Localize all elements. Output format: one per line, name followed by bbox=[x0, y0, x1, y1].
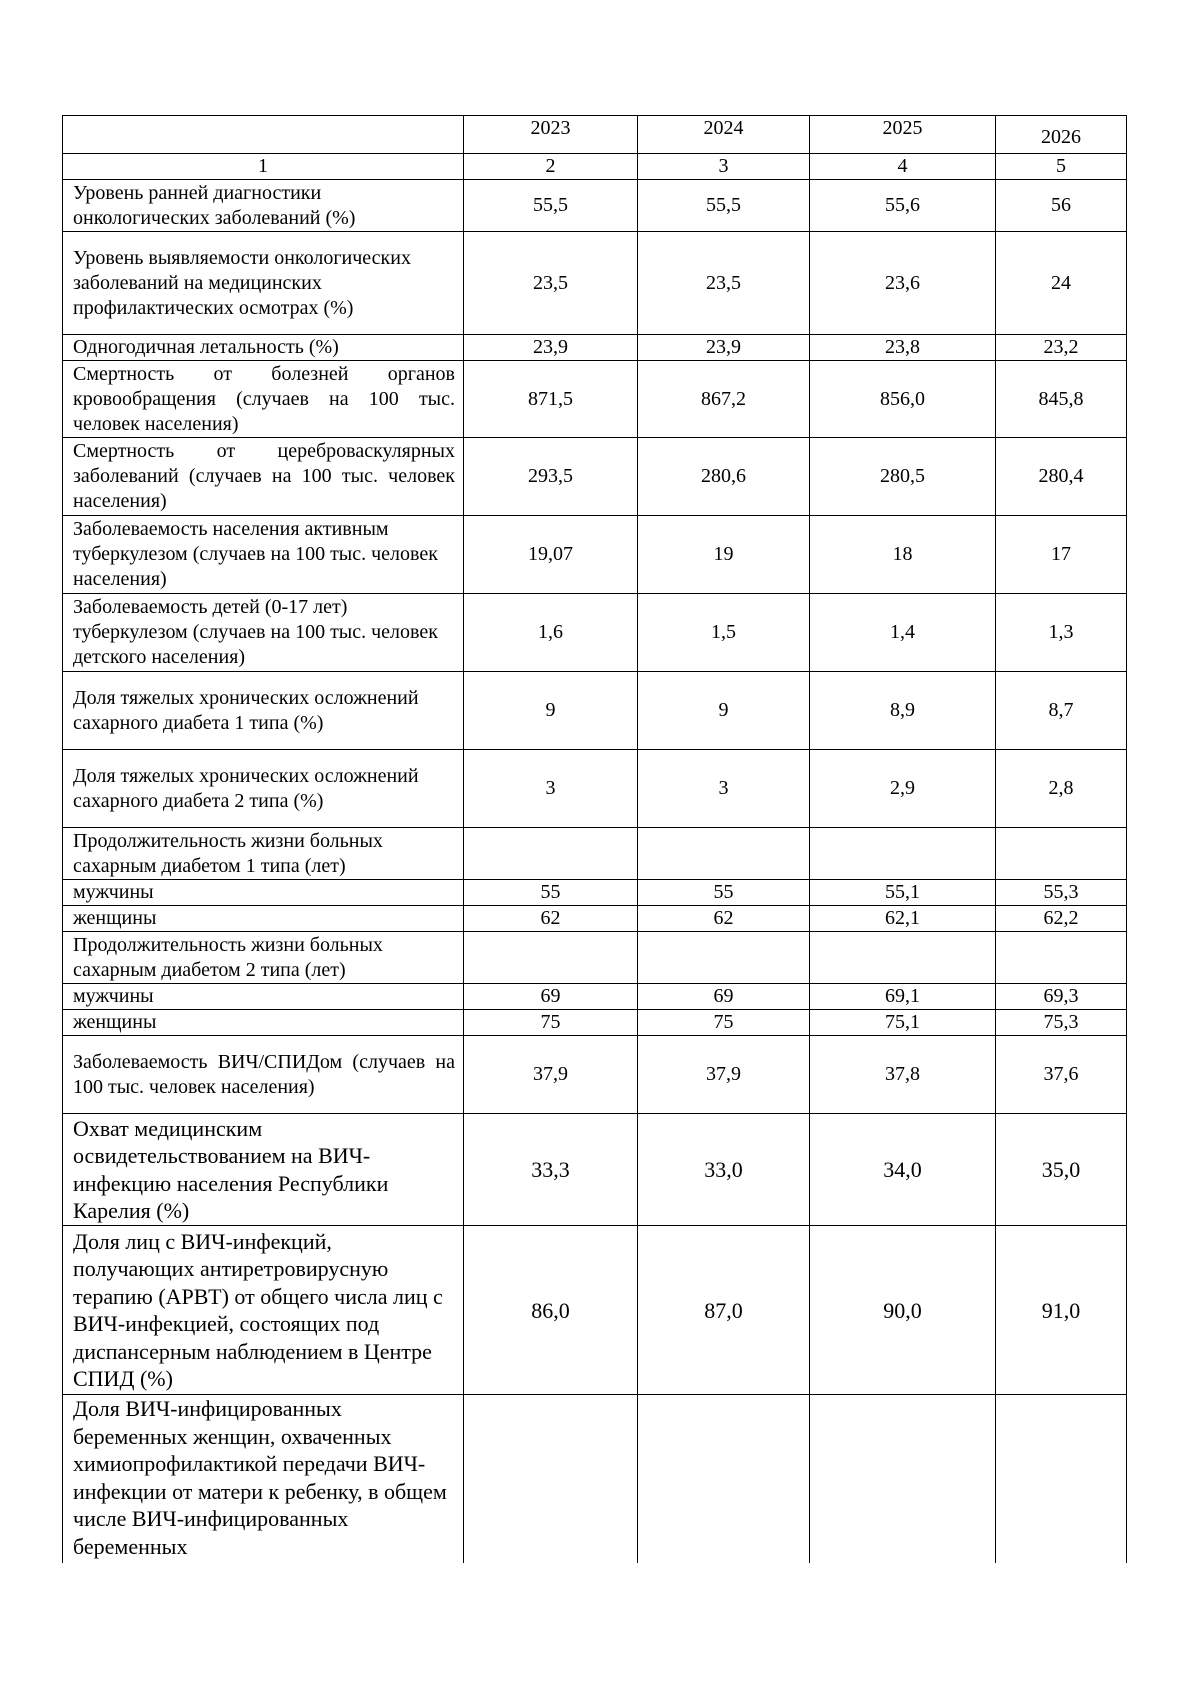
row-label: Смертность от болезней органов кровообращения (случаев на 100 тыс. человек населения) bbox=[63, 361, 464, 438]
row-label: Продолжительность жизни больных сахарным диабетом 1 типа (лет) bbox=[63, 828, 464, 880]
cell-value: 90,0 bbox=[810, 1226, 996, 1395]
cell-value: 18 bbox=[810, 516, 996, 594]
cell-value: 1,4 bbox=[810, 594, 996, 672]
cell-value bbox=[810, 1395, 996, 1563]
cell-value bbox=[996, 828, 1127, 880]
column-number: 2 bbox=[464, 154, 638, 180]
cell-value: 23,5 bbox=[464, 232, 638, 335]
cell-value: 55 bbox=[464, 880, 638, 906]
table-row bbox=[63, 750, 1127, 828]
row-label: Заболеваемость детей (0-17 лет) туберкулезом (случаев на 100 тыс. человек детского населения) bbox=[63, 594, 464, 672]
cell-value: 293,5 bbox=[464, 438, 638, 516]
cell-value: 55 bbox=[638, 880, 810, 906]
cell-value bbox=[464, 932, 638, 984]
cell-value: 62 bbox=[464, 906, 638, 932]
cell-value: 23,9 bbox=[464, 335, 638, 361]
cell-value bbox=[638, 828, 810, 880]
row-label: Доля ВИЧ-инфицированных беременных женщин, охваченных химиопрофилактикой передачи ВИЧ-инфекции от матери к ребенку, в общем числе ВИЧ-инфицированных беременных bbox=[63, 1395, 464, 1563]
table-row bbox=[63, 672, 1127, 750]
cell-value: 2,9 bbox=[810, 750, 996, 828]
cell-value: 17 bbox=[996, 516, 1127, 594]
cell-value: 33,3 bbox=[464, 1114, 638, 1226]
cell-value: 91,0 bbox=[996, 1226, 1127, 1395]
cell-value: 2,8 bbox=[996, 750, 1127, 828]
cell-value: 37,9 bbox=[638, 1036, 810, 1114]
cell-value: 55,6 bbox=[810, 180, 996, 232]
table-row bbox=[63, 984, 1127, 1010]
table-row bbox=[63, 828, 1127, 880]
cell-value: 86,0 bbox=[464, 1226, 638, 1395]
table-row bbox=[63, 1010, 1127, 1036]
row-label: Доля лиц с ВИЧ-инфекций, получающих антиретровирусную терапию (АРВТ) от общего числа лиц с ВИЧ-инфекцией, состоящих под диспансерным наблюдением в Центре СПИД (%) bbox=[63, 1226, 464, 1395]
cell-value: 1,3 bbox=[996, 594, 1127, 672]
row-label: Охват медицинским освидетельствованием на ВИЧ-инфекцию населения Республики Карелия (%) bbox=[63, 1114, 464, 1226]
cell-value: 75,3 bbox=[996, 1010, 1127, 1036]
cell-value: 24 bbox=[996, 232, 1127, 335]
cell-value: 56 bbox=[996, 180, 1127, 232]
cell-value: 867,2 bbox=[638, 361, 810, 438]
cell-value bbox=[996, 932, 1127, 984]
table-row bbox=[63, 361, 1127, 438]
cell-value: 69,1 bbox=[810, 984, 996, 1010]
cell-value: 35,0 bbox=[996, 1114, 1127, 1226]
cell-value: 280,4 bbox=[996, 438, 1127, 516]
row-label: Заболеваемость населения активным туберкулезом (случаев на 100 тыс. человек населения) bbox=[63, 516, 464, 594]
cell-value: 69 bbox=[464, 984, 638, 1010]
cell-value: 37,6 bbox=[996, 1036, 1127, 1114]
row-label: Продолжительность жизни больных сахарным диабетом 2 типа (лет) bbox=[63, 932, 464, 984]
table-row bbox=[63, 516, 1127, 594]
header-cell-2025: 2025 bbox=[810, 116, 996, 154]
table-row bbox=[63, 1226, 1127, 1395]
row-label: Уровень ранней диагностики онкологических заболеваний (%) bbox=[63, 180, 464, 232]
row-label: Смертность от цереброваскулярных заболеваний (случаев на 100 тыс. человек населения) bbox=[63, 438, 464, 516]
cell-value: 3 bbox=[464, 750, 638, 828]
cell-value: 75 bbox=[464, 1010, 638, 1036]
table-row bbox=[63, 594, 1127, 672]
cell-value: 62 bbox=[638, 906, 810, 932]
header-cell-2026: 2026 bbox=[996, 116, 1127, 154]
cell-value: 62,1 bbox=[810, 906, 996, 932]
cell-value: 23,5 bbox=[638, 232, 810, 335]
cell-value bbox=[996, 1395, 1127, 1563]
row-label: Доля тяжелых хронических осложнений сахарного диабета 1 типа (%) bbox=[63, 672, 464, 750]
row-label: мужчины bbox=[63, 984, 464, 1010]
table-row bbox=[63, 1395, 1127, 1563]
cell-value: 23,6 bbox=[810, 232, 996, 335]
cell-value: 75,1 bbox=[810, 1010, 996, 1036]
cell-value bbox=[464, 1395, 638, 1563]
cell-value bbox=[810, 932, 996, 984]
cell-value: 55,5 bbox=[464, 180, 638, 232]
table-row bbox=[63, 335, 1127, 361]
cell-value: 9 bbox=[638, 672, 810, 750]
cell-value: 55,1 bbox=[810, 880, 996, 906]
table-row bbox=[63, 932, 1127, 984]
cell-value: 37,8 bbox=[810, 1036, 996, 1114]
header-cell-label bbox=[63, 116, 464, 154]
row-label: женщины bbox=[63, 1010, 464, 1036]
table-row bbox=[63, 906, 1127, 932]
cell-value: 8,9 bbox=[810, 672, 996, 750]
header-cell-2023: 2023 bbox=[464, 116, 638, 154]
row-label: Доля тяжелых хронических осложнений сахарного диабета 2 типа (%) bbox=[63, 750, 464, 828]
cell-value: 55,5 bbox=[638, 180, 810, 232]
table-row bbox=[63, 1036, 1127, 1114]
table-row bbox=[63, 232, 1127, 335]
cell-value: 37,9 bbox=[464, 1036, 638, 1114]
cell-value: 23,2 bbox=[996, 335, 1127, 361]
cell-value: 75 bbox=[638, 1010, 810, 1036]
cell-value bbox=[810, 828, 996, 880]
cell-value: 33,0 bbox=[638, 1114, 810, 1226]
row-label: Уровень выявляемости онкологических заболеваний на медицинских профилактических осмотрах (%) bbox=[63, 232, 464, 335]
cell-value: 8,7 bbox=[996, 672, 1127, 750]
column-number: 3 bbox=[638, 154, 810, 180]
indicators-table bbox=[62, 115, 1127, 1563]
cell-value bbox=[638, 1395, 810, 1563]
cell-value: 87,0 bbox=[638, 1226, 810, 1395]
table-row bbox=[63, 1114, 1127, 1226]
cell-value: 19 bbox=[638, 516, 810, 594]
column-number: 5 bbox=[996, 154, 1127, 180]
column-number: 1 bbox=[63, 154, 464, 180]
column-number: 4 bbox=[810, 154, 996, 180]
table-row bbox=[63, 438, 1127, 516]
cell-value: 856,0 bbox=[810, 361, 996, 438]
cell-value: 1,6 bbox=[464, 594, 638, 672]
row-label: Одногодичная летальность (%) bbox=[63, 335, 464, 361]
cell-value: 280,5 bbox=[810, 438, 996, 516]
cell-value: 69 bbox=[638, 984, 810, 1010]
row-label: мужчины bbox=[63, 880, 464, 906]
row-label: Заболеваемость ВИЧ/СПИДом (случаев на 100 тыс. человек населения) bbox=[63, 1036, 464, 1114]
cell-value: 19,07 bbox=[464, 516, 638, 594]
row-label: женщины bbox=[63, 906, 464, 932]
numbering-row bbox=[63, 154, 1127, 180]
table-row bbox=[63, 180, 1127, 232]
header-row bbox=[63, 116, 1127, 154]
cell-value: 845,8 bbox=[996, 361, 1127, 438]
cell-value: 23,9 bbox=[638, 335, 810, 361]
cell-value: 280,6 bbox=[638, 438, 810, 516]
cell-value: 69,3 bbox=[996, 984, 1127, 1010]
cell-value: 3 bbox=[638, 750, 810, 828]
cell-value bbox=[464, 828, 638, 880]
cell-value: 9 bbox=[464, 672, 638, 750]
cell-value: 1,5 bbox=[638, 594, 810, 672]
cell-value: 871,5 bbox=[464, 361, 638, 438]
cell-value bbox=[638, 932, 810, 984]
cell-value: 23,8 bbox=[810, 335, 996, 361]
cell-value: 62,2 bbox=[996, 906, 1127, 932]
cell-value: 34,0 bbox=[810, 1114, 996, 1226]
cell-value: 55,3 bbox=[996, 880, 1127, 906]
table-row bbox=[63, 880, 1127, 906]
header-cell-2024: 2024 bbox=[638, 116, 810, 154]
